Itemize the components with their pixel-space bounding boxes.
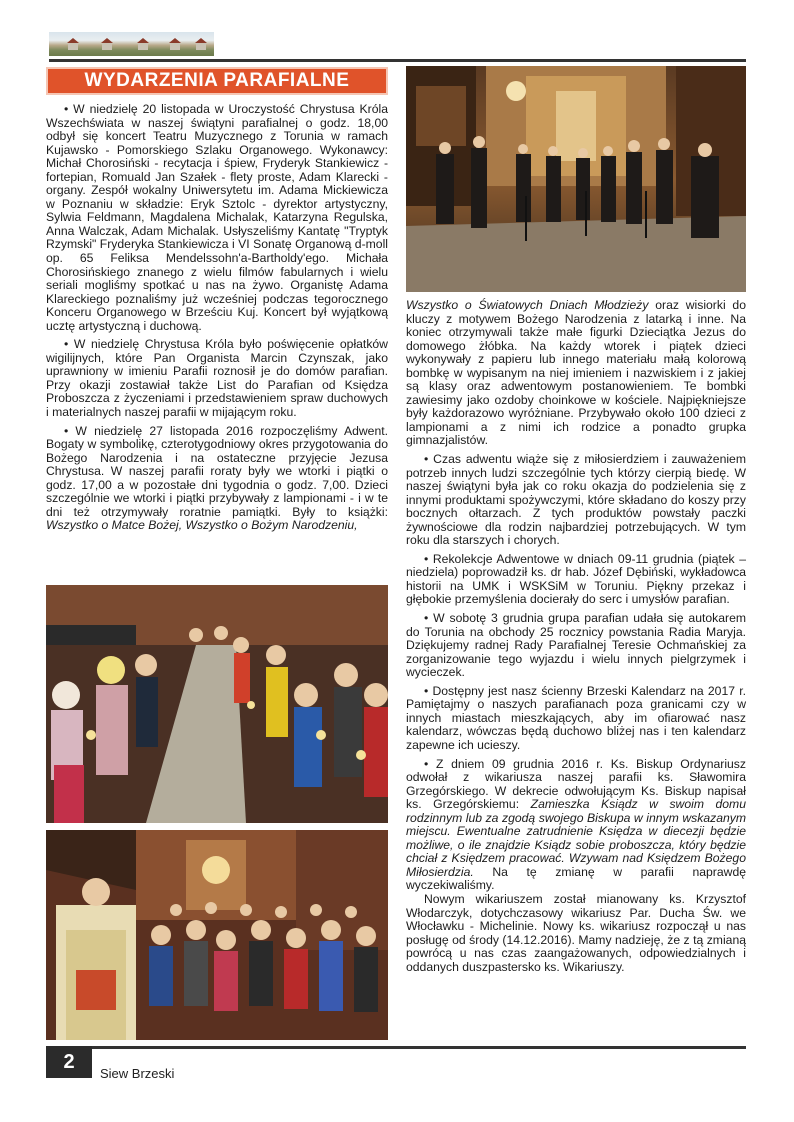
section-title-bar bbox=[46, 67, 388, 95]
section-title: WYDARZENIA PARAFIALNE bbox=[84, 70, 350, 91]
paragraph-retreat: • Rekolekcje Adwentowe w dniach 09-11 grudnia (piątek – niedziela) poprowadził ks. dr hab. Józef Dębiński, wykładowca historii na UMK i WSKSiM w Toruniu. Piękny przekaz i głębokie przemyślenia docierały do serc i umysłów parafian. bbox=[406, 551, 746, 607]
children-lanterns-photo bbox=[46, 585, 388, 823]
paragraph-radio-maryja: • W sobotę 3 grudnia grupa parafian udała się autokarem do Torunia na obchody 25 rocznicy powstania Radia Maryja. Dziękujemy radnej Rady Parafialnej Teresie Ochmańskiej za zorganizowanie tego wyjazdu i wielu innych pielgrzymek i wycieczek. bbox=[406, 611, 746, 680]
paragraph-advent: • W niedzielę 27 listopada 2016 rozpoczęliśmy Adwent. Bogaty w symbolikę, czterotygodniowy okres przygotowania do Bożego Narodzenia i na ostateczne przyjęcie Jezusa Chrystusa. W naszej parafii roraty były we wtorki i piątki o godz. 17,00 a w pozostałe dni tygodnia o godz. 7,00. Dzieci szczególnie we wtorki i piątki przybywały z lampionami - i w te dni też otrzymywały roratnie pamiątki. Były to książki: Wszystko o Matce Bożej, Wszystko o Bożym Narodzeniu, bbox=[46, 423, 388, 533]
right-column-text bbox=[406, 299, 746, 979]
paragraph-calendar: • Dostępny jest nasz ścienny Brzeski Kalendarz na 2017 r. Pamiętajmy o naszych parafianach poza granicami czy w innych miastach mieszkających, aby im ofiarować nasz kalendarz, wówczas będą duchowo bliżej nas i ten kalendarz zapewne ich ucieszy. bbox=[406, 683, 746, 752]
paragraph-new-vicar: Nowym wikariuszem został mianowany ks. Krzysztof Włodarczyk, dotychczasowy wikariusz Par. Ducha Św. we Włocławku - Michelinie. Nowy ks. wikariusz rozpoczął u nas posługę od środy (14.12.2016). Mamy nadzieję, że z tą zmianą powrócą u nas czas zaangażowanych, odpowiedzialnych i oddanych duszpastersko ks. Wikariuszy. bbox=[406, 891, 746, 974]
paragraph-gifts: Wszystko o Światowych Dniach Młodzieży oraz wisiorki do kluczy z motywem Bożego Narodzenia z latarką i inne. Na koniec otrzymywali także małe figurki Dzieciątka Jezus do domowego żłóbka. Na każdy wtorek i piątek dzieci wykonywały z papieru lub innego materiału małą kolorową bombkę w wypisanym na niej imieniem i nazwiskiem i z jakiej są klasy oraz adwentowym postanowieniem. Te bombki zawiesimy jako ozdoby choinkowe w kościele. Najpiękniejsze były każdorazowo wyróżniane. Przybywało około 100 dzieci z lampionami a z nimi ich rodzice a ponadto grupka gimnazjalistów. bbox=[406, 298, 746, 448]
magazine-name: Siew Brzeski bbox=[100, 1066, 175, 1081]
concert-photo bbox=[406, 66, 746, 292]
paragraph-vicar-removal: • Z dniem 09 grudnia 2016 r. Ks. Biskup Ordynariusz odwołał z wikariusza naszej parafii ks. Sławomira Grzegórskiego. W dekrecie odwołującym Ks. Biskup napisał ks. Grzegórskiemu: Zamieszka Ksiądz w swoim domu rodzinnym lub za zgodą swojego Biskupa w innym wskazanym miejscu. Ewentualne zatrudnienie Księdza w diecezji będzie możliwe, o ile znajdzie Ksiądz sobie proboszcza, który będzie chciał z Księdzem pracować. Wzywam nad Księdzem Bożego Miłosierdzia. Na tę zmianę w parafii naprawdę wyczekiwaliśmy. bbox=[406, 756, 746, 893]
left-column-text bbox=[46, 103, 388, 533]
bottom-rule bbox=[92, 1046, 746, 1049]
header-village-image bbox=[49, 32, 214, 56]
paragraph-oplatki: • W niedzielę Chrystusa Króla było poświęcenie opłatków wigilijnych, które Pan Organista Marcin Czynszak, jako uprawniony w imieniu Parafii roznosił je do domów parafian. Przy okazji zostawiał także List do Parafian od Księdza Proboszcza z życzeniami i przedstawieniem spraw duchowych i materialnych naszej parafii w mijającym roku. bbox=[46, 337, 388, 420]
priest-blessing-photo bbox=[46, 830, 388, 1040]
page-number: 2 bbox=[46, 1046, 92, 1078]
top-rule bbox=[49, 59, 746, 62]
paragraph-concert: • W niedzielę 20 listopada w Uroczystość Chrystusa Króla Wszechświata w naszej świątyni parafialnej o godz. 18,00 odbył się koncert Teatru Muzycznego z Torunia w ramach Kujawsko - Pomorskiego Szlaku Organowego. Wykonawcy: Michał Chorosiński - recytacja i śpiew, Fryderyk Stankiewicz - fortepian, Romuald Jan Szałek - flety proste, Adam Klarecki - organy. Zespół wokalny Uniwersytetu im. Adama Mickiewicza w Poznaniu w składzie: Eryk Sztolc - dyrektor artystyczny, Sylwia Feldmann, Magdalena Michalak, Katarzyna Regulska, Anna Walczak, Adam Michalak. Usłyszeliśmy Kantatę "Tryptyk Rzymski" Fryderyka Stankiewicza i VI Sonatę Organową d-moll op. 65 Feliksa Mendelssohn'a-Bartholdy'ego. Michała Chorosińskiego znanego z wielu filmów fabularnych i wielu seriali mogliśmy spotkać u nas na żywo. Organistę Adama Klareckiego poznaliśmy już wcześniej podczas tegorocznego Konceru Organowego w Brześciu Kuj. Koncert był wyjątkową ucztę artystyczną i duchową. bbox=[46, 102, 388, 333]
paragraph-charity: • Czas adwentu wiąże się z miłosierdziem i zauważeniem potrzeb innych ludzi szczególnie tych którzy cierpią biedę. W naszej świątyni była jak co roku okazja do podzielenia się z innymi produktami spożywczymi, które składano do koszy przy bocznych ołtarzach. Z tych produktów powstały paczki żywnościowe dla rodzin najbardziej potrzebujących. W tym roku dla starszych i chorych. bbox=[406, 452, 746, 548]
